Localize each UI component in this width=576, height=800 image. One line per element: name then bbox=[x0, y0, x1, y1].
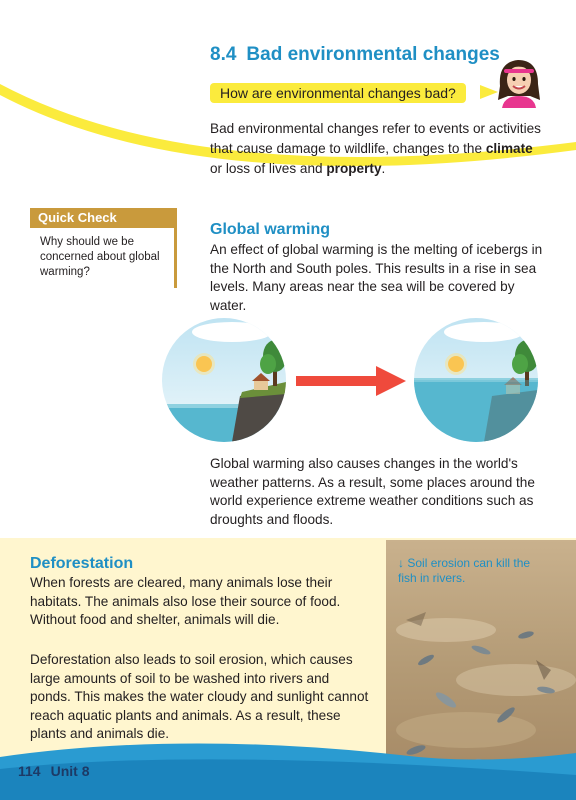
intro-paragraph bbox=[210, 119, 545, 179]
keyword-property: property bbox=[326, 161, 382, 176]
global-warming-paragraph-2: Global warming also causes changes in the world's weather patterns. As a result, some places around the world experience extreme weather conditions such as droughts and floods. bbox=[210, 456, 535, 527]
deforestation-paragraph-2: Deforestation also leads to soil erosion, which causes large amounts of soil to be washed into rivers and ponds. This makes the water cloudy and sunlight cannot reach aquatic plants and animals. As a result, these plants and animals die. bbox=[30, 652, 369, 741]
focus-question: How are environmental changes bad? bbox=[210, 83, 466, 103]
global-warming-paragraph-1: An effect of global warming is the melting of icebergs in the North and South poles. This results in a rise in sea levels. Many areas near the sea will be covered by water. bbox=[210, 242, 543, 313]
unit-label: Unit 8 bbox=[50, 763, 90, 779]
coast-before-illustration bbox=[162, 318, 286, 442]
quick-check-box bbox=[30, 208, 177, 288]
quick-check-question: Why should we be concerned about global warming? bbox=[40, 236, 160, 278]
coast-after-illustration bbox=[414, 318, 538, 442]
down-arrow-icon: ↓ bbox=[398, 556, 404, 570]
intro-text-1: Bad environmental changes refer to events or activities that cause damage to wildlife, changes to the bbox=[210, 121, 541, 156]
section-number: 8.4 bbox=[210, 44, 237, 65]
global-warming-heading: Global warming bbox=[210, 221, 331, 238]
photo-caption-text: Soil erosion can kill the fish in rivers. bbox=[398, 556, 531, 585]
right-arrow-icon bbox=[296, 366, 406, 396]
deforestation-paragraph-1: When forests are cleared, many animals lose their habitats. The animals also lose their source of food. Without food and shelter, animals will die. bbox=[30, 575, 341, 627]
section-title bbox=[210, 44, 500, 66]
girl-avatar-icon bbox=[494, 56, 544, 108]
page-footer bbox=[18, 763, 89, 779]
photo-caption bbox=[398, 556, 548, 586]
page-number: 114 bbox=[18, 763, 41, 779]
intro-text-2: or loss of lives and bbox=[210, 161, 327, 176]
deforestation-heading: Deforestation bbox=[30, 555, 134, 572]
quick-check-title: Quick Check bbox=[38, 210, 117, 225]
quick-check-header bbox=[30, 208, 177, 228]
keyword-climate: climate bbox=[485, 141, 533, 156]
quick-check-border bbox=[174, 228, 177, 288]
section-title-text: Bad environmental changes bbox=[246, 44, 500, 65]
intro-text-3: . bbox=[381, 161, 386, 176]
